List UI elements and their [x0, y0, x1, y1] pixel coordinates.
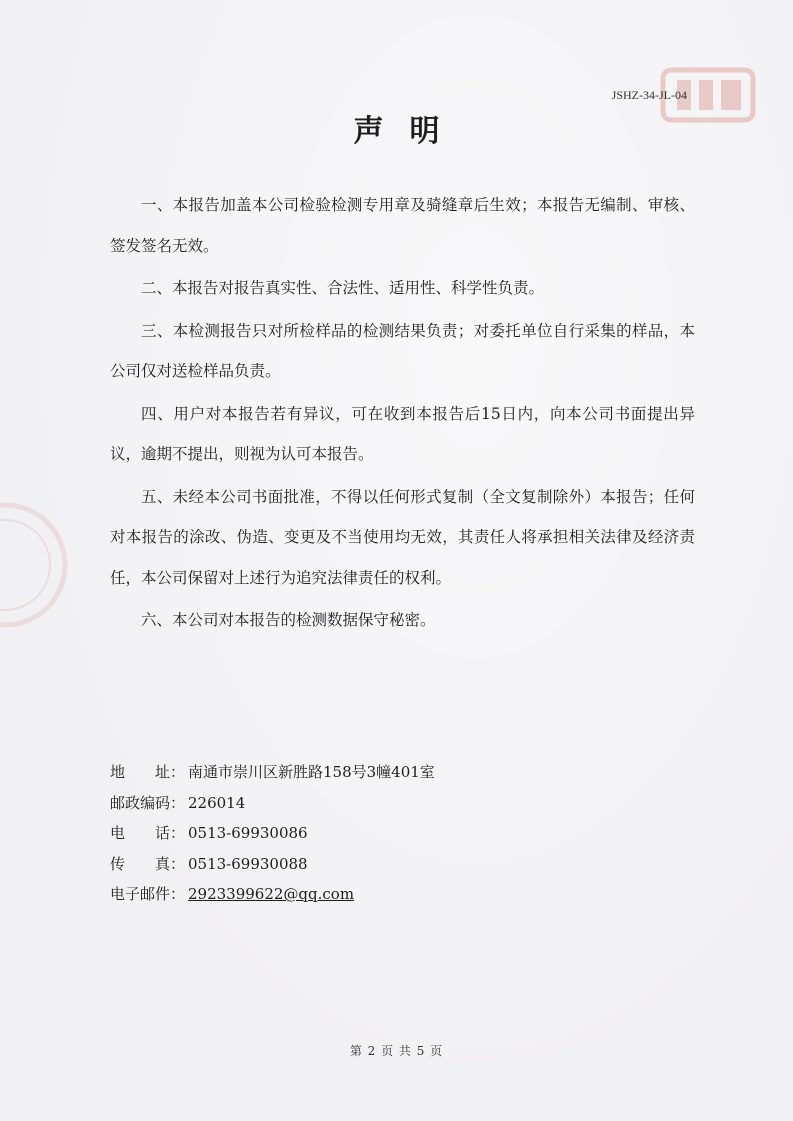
email-row [110, 879, 435, 910]
declaration-body [110, 185, 695, 643]
clause-6: 六、本公司对本报告的检测数据保守秘密。 [141, 611, 436, 629]
phone-row [110, 818, 435, 849]
postcode-row [110, 788, 435, 819]
phone-value: 0513-69930086 [188, 824, 308, 842]
fax-label: 传 真： [110, 854, 186, 873]
contact-block [110, 757, 435, 910]
clause-5: 五、未经本公司书面批准，不得以任何形式复制（全文复制除外）本报告；任何对本报告的涂改、伪造、变更及不当使用均无效，其责任人将承担相关法律及经济责任，本公司保留对上述行为追究法律责任的权利。 [110, 487, 695, 587]
address-label: 地 址： [110, 763, 186, 781]
clause-1: 一、本报告加盖本公司检验检测专用章及骑缝章后生效；本报告无编制、审核、签发签名无效。 [110, 196, 695, 255]
clause-2: 二、本报告对报告真实性、合法性、适用性、科学性负责。 [141, 279, 545, 297]
postcode-label: 邮政编码： [110, 793, 186, 812]
page-number: 第 2 页 共 5 页 [349, 1044, 444, 1058]
document-code: JSHZ-34-JL-04 [611, 88, 687, 102]
fax-value: 0513-69930088 [188, 854, 308, 873]
clause-4: 四、用户对本报告若有异议，可在收到本报告后15日内，向本公司书面提出异议，逾期不提出，则视为认可本报告。 [110, 404, 695, 463]
clause-3: 三、本检测报告只对所检样品的检测结果负责；对委托单位自行采集的样品，本公司仅对送检样品负责。 [110, 321, 695, 380]
address-value: 南通市崇川区新胜路158号3幢401室 [188, 763, 435, 781]
email-link[interactable]: 2923399622@qq.com [188, 885, 355, 903]
page-title: 声明 [353, 114, 466, 149]
fax-row [110, 849, 435, 880]
address-row [110, 757, 435, 788]
email-label: 电子邮件： [110, 885, 186, 903]
phone-label: 电 话： [110, 824, 186, 842]
left-seal-mark [0, 500, 70, 630]
postcode-value: 226014 [188, 793, 246, 812]
